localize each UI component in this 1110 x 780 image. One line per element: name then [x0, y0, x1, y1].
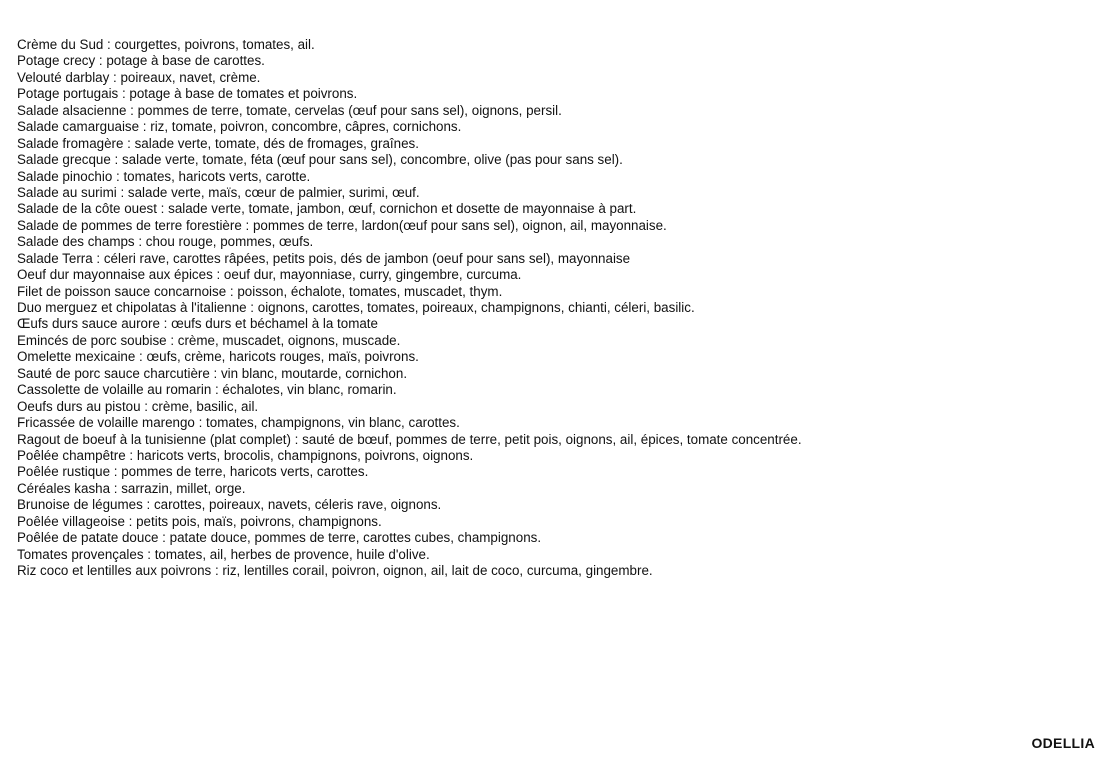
dish-list	[17, 37, 802, 579]
dish-item: Poêlée rustique : pommes de terre, haricots verts, carottes.	[17, 464, 369, 480]
dish-item: Potage crecy : potage à base de carottes.	[17, 53, 265, 69]
dish-item: Emincés de porc soubise : crème, muscadet, oignons, muscade.	[17, 332, 401, 348]
dish-item: Riz coco et lentilles aux poivrons : riz, lentilles corail, poivron, oignon, ail, lait de coco, curcuma, gingembre.	[17, 563, 653, 578]
dish-item: Omelette mexicaine : œufs, crème, haricots rouges, maïs, poivrons.	[17, 349, 419, 365]
dish-item: Poêlée de patate douce : patate douce, pommes de terre, carottes cubes, champignons.	[17, 530, 542, 546]
dish-item: Crème du Sud : courgettes, poivrons, tomates, ail.	[17, 37, 315, 52]
dish-item: Salade pinochio : tomates, haricots verts, carotte.	[17, 168, 311, 184]
dish-item: Céréales kasha : sarrazin, millet, orge.	[17, 480, 246, 496]
dish-item: Salade fromagère : salade verte, tomate, dés de fromages, graînes.	[17, 135, 419, 151]
dish-item: Salade de la côte ouest : salade verte, tomate, jambon, œuf, cornichon et dosette de mayonnaise à part.	[17, 201, 637, 217]
dish-item: Poêlée champêtre : haricots verts, brocolis, champignons, poivrons, oignons.	[17, 447, 474, 463]
dish-item: Sauté de porc sauce charcutière : vin blanc, moutarde, cornichon.	[17, 365, 408, 381]
dish-item: Œufs durs sauce aurore : œufs durs et béchamel à la tomate	[17, 316, 378, 332]
dish-item: Salade des champs : chou rouge, pommes, œufs.	[17, 234, 314, 250]
dish-item: Potage portugais : potage à base de tomates et poivrons.	[17, 86, 358, 102]
dish-item: Duo merguez et chipolatas à l'italienne : oignons, carottes, tomates, poireaux, champignons, chianti, céleri, basilic.	[17, 300, 695, 315]
dish-item: Ragout de boeuf à la tunisienne (plat complet) : sauté de bœuf, pommes de terre, petit pois, oignons, ail, épices, tomate concentrée.	[17, 431, 802, 447]
brand-name: ODELLIA	[1031, 735, 1095, 751]
dish-item: Poêlée villageoise : petits pois, maïs, poivrons, champignons.	[17, 513, 382, 529]
dish-item: Cassolette de volaille au romarin : échalotes, vin blanc, romarin.	[17, 382, 397, 398]
dish-item: Brunoise de légumes : carottes, poireaux, navets, céleris rave, oignons.	[17, 497, 442, 513]
dish-item: Salade grecque : salade verte, tomate, féta (œuf pour sans sel), concombre, olive (pas pour sans sel).	[17, 152, 623, 168]
dish-item: Salade de pommes de terre forestière : pommes de terre, lardon(œuf pour sans sel), oignon, ail, mayonnaise.	[17, 217, 667, 233]
dish-item: Salade Terra : céleri rave, carottes râpées, petits pois, dés de jambon (oeuf pour sans sel), mayonnaise	[17, 250, 631, 266]
dish-item: Salade alsacienne : pommes de terre, tomate, cervelas (œuf pour sans sel), oignons, persil.	[17, 102, 562, 118]
dish-item: Salade au surimi : salade verte, maïs, cœur de palmier, surimi, œuf.	[17, 184, 420, 200]
dish-item: Velouté darblay : poireaux, navet, crème.	[17, 69, 261, 85]
dish-item: Salade camarguaise : riz, tomate, poivron, concombre, câpres, cornichons.	[17, 119, 462, 135]
dish-item: Fricassée de volaille marengo : tomates, champignons, vin blanc, carottes.	[17, 415, 460, 431]
dish-item: Oeuf dur mayonnaise aux épices : oeuf dur, mayonniase, curry, gingembre, curcuma.	[17, 267, 522, 283]
dish-item: Tomates provençales : tomates, ail, herbes de provence, huile d'olive.	[17, 546, 430, 562]
dish-item: Filet de poisson sauce concarnoise : poisson, échalote, tomates, muscadet, thym.	[17, 283, 503, 299]
dish-item: Oeufs durs au pistou : crème, basilic, ail.	[17, 398, 259, 414]
